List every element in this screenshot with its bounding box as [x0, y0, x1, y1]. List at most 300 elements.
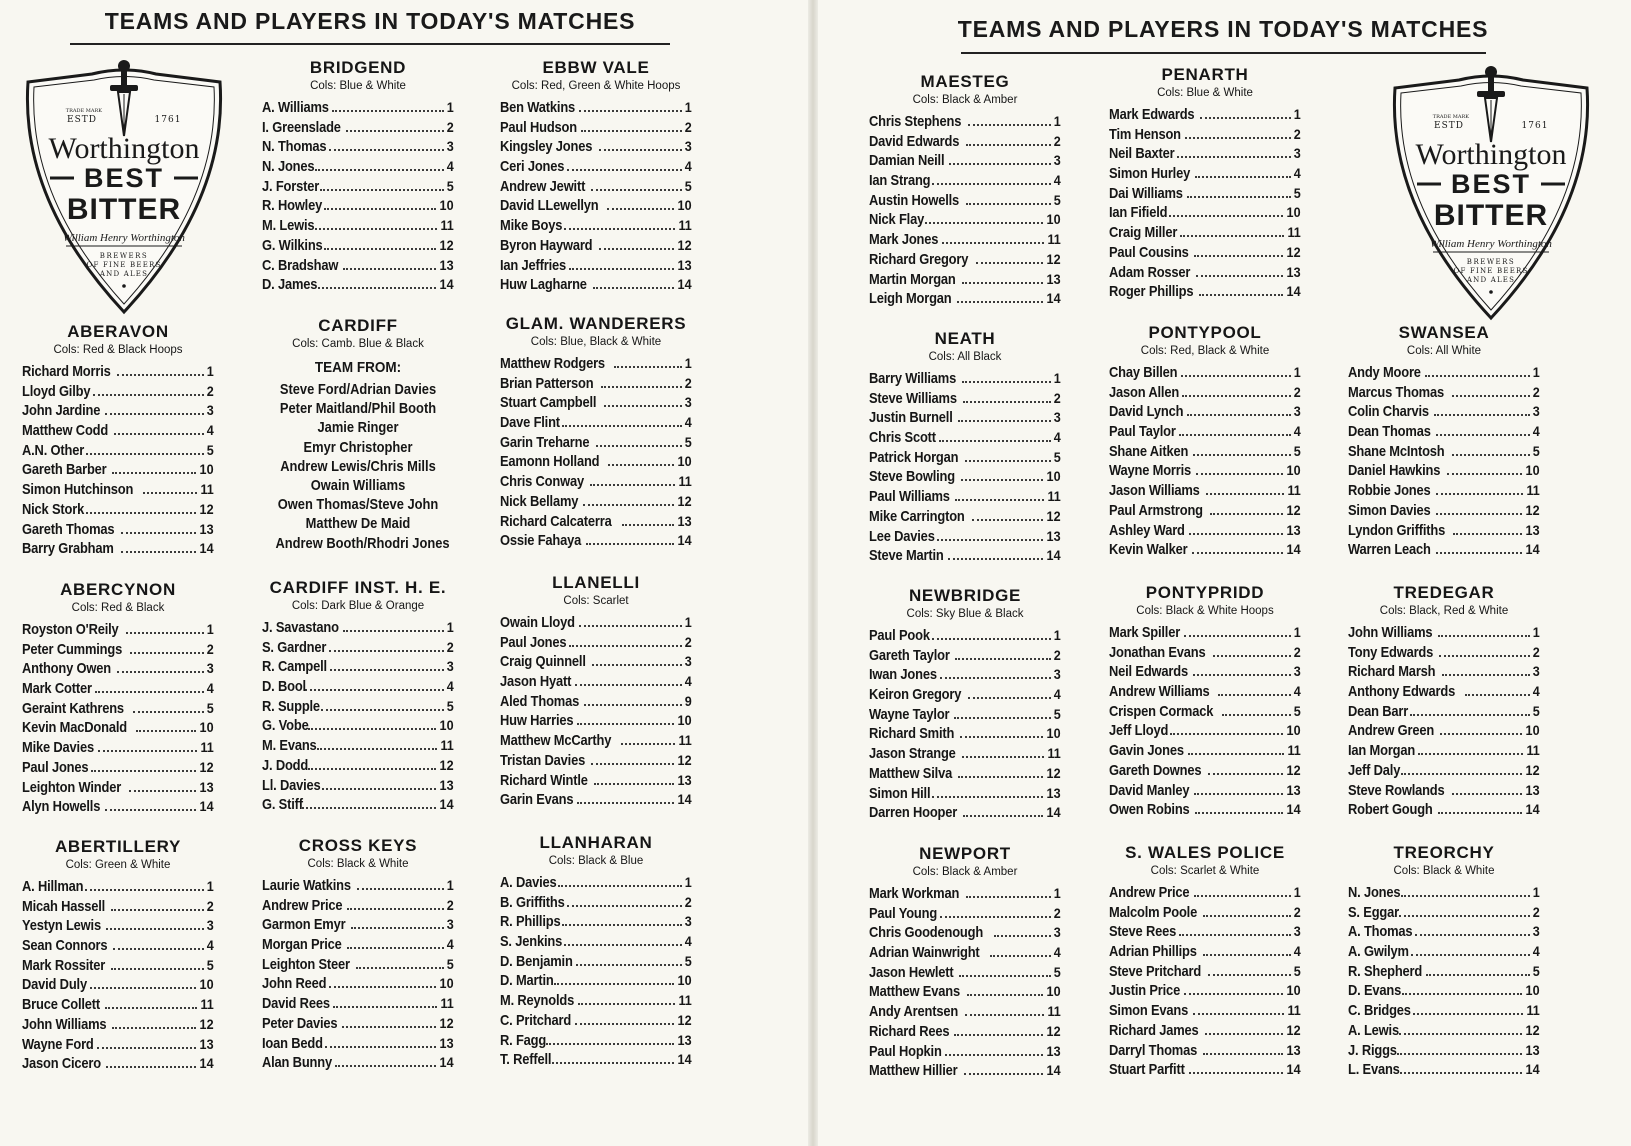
player-row: [22, 679, 214, 699]
leader-dots: [329, 149, 444, 151]
player-name: Jason Hewlett: [869, 963, 954, 981]
player-row: [869, 210, 1061, 230]
player-row: [500, 98, 692, 118]
player-number: 3: [684, 394, 692, 411]
player-number: 1: [206, 363, 214, 379]
leader-dots: [964, 1073, 1044, 1075]
player-name: Steve Williams: [869, 389, 957, 407]
player-name: Jonathan Evans: [1109, 643, 1206, 661]
leader-dots: [117, 671, 204, 673]
player-row: [1348, 662, 1540, 682]
player-name: Gareth Thomas: [22, 520, 115, 538]
team-name: LLANHARAN: [539, 833, 653, 852]
player-name: Chris Conway: [500, 473, 584, 491]
team-cardiff: [262, 315, 454, 553]
team-name: CARDIFF INST. H. E.: [269, 578, 447, 597]
player-name: D. James: [262, 276, 318, 294]
leader-dots: [614, 366, 682, 368]
squad-member: Matthew De Maid: [305, 515, 411, 533]
player-number: 3: [206, 917, 214, 934]
player-name: Austin Howells: [869, 191, 960, 209]
player-number: 2: [1053, 132, 1061, 149]
player-number: 3: [1053, 152, 1061, 169]
signature-text: William Henry Worthington: [1430, 238, 1552, 250]
leader-dots: [577, 723, 674, 725]
player-name: David Edwards: [869, 132, 960, 150]
player-row: [1348, 623, 1540, 643]
player-row: [1348, 761, 1540, 781]
player-number: 10: [677, 972, 692, 989]
leader-dots: [608, 464, 675, 466]
player-name: Kingsley Jones: [500, 138, 593, 156]
leader-dots: [579, 625, 682, 627]
team-pontypool: [1109, 322, 1301, 560]
player-name: Martin Morgan: [869, 270, 956, 288]
player-name: A. Davies: [500, 874, 557, 891]
leader-dots: [962, 756, 1044, 758]
leader-dots: [330, 669, 445, 671]
brewers-text: OF FINE BEERS: [86, 261, 162, 269]
leader-dots: [966, 203, 1051, 205]
player-number: 2: [1293, 125, 1301, 142]
player-number: 13: [677, 512, 692, 529]
leader-dots: [343, 268, 437, 270]
player-row: [22, 699, 214, 719]
player-row: [1348, 402, 1540, 422]
player-number: 10: [1046, 468, 1061, 485]
player-row: [500, 452, 692, 472]
leader-dots: [596, 445, 682, 447]
leader-dots: [1425, 375, 1531, 377]
leader-dots: [1208, 773, 1283, 775]
player-name: A.N. Other: [22, 441, 85, 459]
player-name: Shane McIntosh: [1348, 442, 1445, 460]
team-name: PONTYPRIDD: [1145, 583, 1265, 602]
player-name: Nick Stork: [22, 500, 85, 518]
player-number: 2: [1293, 903, 1301, 920]
player-row: [869, 884, 1061, 904]
team-ebbw-vale: [500, 57, 692, 295]
player-name: Simon Hill: [869, 784, 931, 802]
player-row: [262, 177, 454, 197]
player-row: [869, 151, 1061, 171]
player-number: 1: [684, 355, 692, 371]
player-row: [869, 943, 1061, 963]
player-row: [1109, 761, 1301, 781]
team-aberavon: [22, 321, 214, 559]
squad-member: Emyr Christopher: [303, 438, 413, 456]
player-name: Peter Davies: [262, 1014, 338, 1032]
player-name: Ben Watkins: [500, 99, 576, 116]
player-number: 12: [1525, 1021, 1540, 1038]
player-row: [262, 1034, 454, 1054]
player-row: [1109, 682, 1301, 702]
player-name: R. Phillips: [500, 913, 561, 931]
heading-rule: [961, 52, 1486, 54]
leader-dots: [356, 967, 444, 969]
player-name: Gareth Taylor: [869, 646, 950, 664]
player-number: 10: [1046, 211, 1061, 228]
player-number: 13: [439, 256, 454, 273]
leader-dots: [962, 282, 1044, 284]
leader-dots: [1180, 235, 1284, 237]
brand-name: Worthington: [48, 132, 200, 165]
team-name: GLAM. WANDERERS: [505, 314, 687, 333]
player-name: G. Vobe: [262, 717, 309, 735]
team-colours: Cols: Red & Black Hoops: [53, 344, 183, 356]
team-treorchy: [1348, 842, 1540, 1080]
player-row: [22, 936, 214, 956]
leader-dots: [106, 1066, 197, 1068]
player-row: [869, 171, 1061, 191]
leader-dots: [1195, 176, 1291, 178]
leader-dots: [562, 924, 682, 926]
player-number: 11: [1287, 1002, 1301, 1019]
player-name: Simon Hurley: [1109, 165, 1191, 183]
player-row: [500, 633, 692, 653]
player-row: [1109, 383, 1301, 403]
leader-dots: [121, 551, 197, 553]
leader-dots: [967, 994, 1044, 996]
player-number: 14: [1525, 1061, 1540, 1078]
player-number: 14: [439, 796, 454, 813]
leader-dots: [1413, 1013, 1523, 1015]
leader-dots: [1402, 993, 1523, 995]
leader-dots: [590, 484, 676, 486]
player-name: Simon Davies: [1348, 501, 1431, 519]
player-name: Richard Smith: [869, 725, 955, 743]
player-number: 4: [1532, 943, 1540, 960]
player-number: 4: [1293, 943, 1301, 960]
estd-text: ESTD: [67, 115, 97, 125]
leader-dots: [1452, 395, 1531, 397]
team-llanelli: [500, 572, 692, 810]
player-row: [1109, 402, 1301, 422]
player-number: 4: [684, 673, 692, 690]
player-number: 13: [677, 771, 692, 788]
team-colours: Cols: Black & Amber: [912, 94, 1018, 106]
leader-dots: [554, 983, 674, 985]
player-row: [869, 230, 1061, 250]
leader-dots: [578, 1003, 675, 1005]
player-name: Paul Williams: [869, 488, 950, 506]
leader-dots: [1194, 793, 1283, 795]
leader-dots: [1199, 294, 1283, 296]
leader-dots: [584, 704, 682, 706]
leader-dots: [1397, 1053, 1523, 1055]
player-row: [262, 935, 454, 955]
leader-dots: [976, 262, 1043, 264]
player-number: 2: [446, 638, 454, 655]
player-row: [1348, 922, 1540, 942]
player-number: 4: [446, 678, 454, 695]
team-colours: Cols: Black & Amber: [912, 866, 1018, 878]
player-name: Ian Morgan: [1348, 742, 1416, 760]
player-row: [1109, 203, 1301, 223]
player-number: 2: [1293, 643, 1301, 660]
player-row: [1109, 1060, 1301, 1080]
player-name: Aled Thomas: [500, 692, 580, 710]
leader-dots: [1185, 137, 1292, 139]
leader-dots: [601, 386, 683, 388]
player-name: Adam Rosser: [1109, 263, 1191, 281]
player-number: 2: [1532, 383, 1540, 400]
player-name: Nick Flay: [869, 211, 925, 229]
leader-dots: [965, 1014, 1045, 1016]
player-name: Paul Jones: [22, 758, 89, 776]
player-row: [1109, 263, 1301, 283]
player-name: Mark Cotter: [22, 680, 92, 698]
player-row: [1109, 184, 1301, 204]
player-row: [262, 196, 454, 216]
team-penarth: [1109, 64, 1301, 302]
player-name: Dave Flint: [500, 414, 560, 432]
leader-dots: [1213, 655, 1291, 657]
player-number: 10: [677, 197, 692, 214]
team-colours: Cols: Blue, Black & White: [530, 336, 662, 348]
leader-dots: [942, 242, 1045, 244]
player-name: Marcus Thomas: [1348, 383, 1444, 401]
player-row: [500, 196, 692, 216]
player-number: 12: [439, 756, 454, 773]
player-name: Craig Miller: [1109, 224, 1178, 242]
player-row: [22, 620, 214, 640]
leader-dots: [932, 796, 1043, 798]
leader-dots: [569, 268, 675, 270]
player-row: [1348, 363, 1540, 383]
player-number: 10: [1525, 982, 1540, 999]
leader-dots: [329, 650, 445, 652]
player-row: [262, 756, 454, 776]
player-row: [1109, 363, 1301, 383]
player-number: 10: [199, 976, 214, 993]
player-row: [22, 421, 214, 441]
leader-dots: [594, 783, 674, 785]
player-name: Richard Gregory: [869, 250, 969, 268]
team-bridgend: [262, 57, 454, 295]
player-row: [1109, 903, 1301, 923]
player-row: [500, 672, 692, 692]
team-name: ABERAVON: [67, 322, 169, 341]
player-number: 3: [1053, 666, 1061, 683]
player-row: [1348, 442, 1540, 462]
player-name: Paul Cousins: [1109, 243, 1189, 261]
player-row: [869, 428, 1061, 448]
logo-dot: [122, 284, 126, 288]
player-number: 14: [1046, 804, 1061, 821]
leader-dots: [1452, 793, 1522, 795]
player-row: [1109, 1021, 1301, 1041]
player-name: Roger Phillips: [1109, 283, 1194, 301]
player-name: John Williams: [22, 1015, 107, 1033]
player-number: 2: [446, 896, 454, 913]
player-row: [869, 467, 1061, 487]
player-number: 13: [1046, 270, 1061, 287]
squad-member: Peter Maitland/Phil Booth: [279, 400, 437, 418]
player-row: [869, 705, 1061, 725]
player-number: 3: [206, 402, 214, 419]
player-row: [262, 974, 454, 994]
player-number: 11: [1287, 742, 1301, 759]
player-row: [869, 389, 1061, 409]
player-number: 13: [1286, 781, 1301, 798]
leader-dots: [955, 499, 1044, 501]
player-number: 3: [206, 660, 214, 677]
player-name: Steve Pritchard: [1109, 962, 1202, 980]
player-row: [1109, 1041, 1301, 1061]
player-name: Richard Rees: [869, 1022, 950, 1040]
team-name: TREORCHY: [1393, 843, 1495, 862]
player-number: 4: [1293, 683, 1301, 700]
player-number: 1: [446, 99, 454, 115]
player-name: Justin Price: [1109, 982, 1181, 1000]
player-number: 2: [1532, 903, 1540, 920]
leader-dots: [335, 1065, 436, 1067]
player-name: Garmon Emyr: [262, 916, 346, 934]
player-name: Dai Williams: [1109, 184, 1183, 202]
player-name: Garin Treharne: [500, 433, 590, 451]
player-row: [1109, 721, 1301, 741]
player-number: 2: [1053, 646, 1061, 663]
leader-dots: [1401, 895, 1530, 897]
player-row: [500, 393, 692, 413]
player-number: 4: [1293, 165, 1301, 182]
leader-dots: [591, 189, 682, 191]
team-colours: Cols: Scarlet: [563, 595, 629, 607]
player-number: 14: [1286, 801, 1301, 818]
player-row: [500, 1050, 692, 1070]
player-name: Laurie Watkins: [262, 877, 351, 894]
player-number: 12: [677, 751, 692, 768]
leader-dots: [569, 645, 682, 647]
player-name: Jason Hyatt: [500, 673, 572, 691]
leader-dots: [1426, 974, 1530, 976]
player-number: 2: [1293, 383, 1301, 400]
leader-dots: [577, 802, 674, 804]
player-row: [1348, 942, 1540, 962]
leader-dots: [1195, 812, 1284, 814]
player-name: A. Lewis: [1348, 1021, 1399, 1039]
team-colours: Cols: Red & Black: [71, 602, 165, 614]
player-row: [500, 711, 692, 731]
player-row: [500, 354, 692, 374]
leader-dots: [1182, 395, 1291, 397]
player-name: Tony Edwards: [1348, 643, 1434, 661]
leader-dots: [949, 163, 1052, 165]
player-name: Steve Rees: [1109, 923, 1177, 941]
player-name: C. Bradshaw: [262, 256, 339, 274]
team-colours: Cols: Sky Blue & Black: [906, 608, 1024, 620]
player-name: Ioan Bedd: [262, 1034, 323, 1052]
player-name: Robert Gough: [1348, 801, 1433, 819]
player-name: Richard Marsh: [1348, 663, 1436, 681]
player-name: Keiron Gregory: [869, 686, 962, 704]
player-name: Peter Cummings: [22, 640, 123, 658]
leader-dots: [925, 222, 1043, 224]
player-number: 12: [677, 236, 692, 253]
player-number: 5: [1293, 702, 1301, 719]
player-row: [500, 893, 692, 913]
leader-dots: [305, 689, 444, 691]
player-row: [500, 492, 692, 512]
player-row: [1109, 481, 1301, 501]
leader-dots: [105, 1007, 197, 1009]
player-row: [22, 659, 214, 679]
leader-dots: [1400, 1072, 1522, 1074]
leader-dots: [962, 381, 1051, 383]
player-number: 11: [1047, 1003, 1061, 1020]
player-name: G. Wilkins: [262, 236, 323, 254]
player-number: 5: [684, 177, 692, 194]
team-name: S. WALES POLICE: [1125, 843, 1285, 862]
player-number: 11: [1047, 488, 1061, 505]
player-name: Mark Jones: [869, 231, 939, 249]
player-number: 4: [684, 158, 692, 175]
leader-dots: [321, 709, 444, 711]
team-colours: Cols: Blue & White: [1157, 87, 1253, 99]
leader-dots: [322, 788, 436, 790]
team-llanharan: [500, 832, 692, 1070]
player-number: 11: [440, 995, 454, 1012]
player-name: T. Reffell: [500, 1051, 552, 1069]
squad-member: Owain Williams: [310, 476, 406, 494]
player-number: 12: [1286, 1021, 1301, 1038]
player-row: [262, 256, 454, 276]
player-name: A. Gwilym: [1348, 943, 1409, 961]
player-name: Matthew Rodgers: [500, 355, 605, 372]
player-name: N. Jones: [1348, 884, 1401, 901]
leader-dots: [1438, 635, 1530, 637]
player-number: 1: [1053, 370, 1061, 386]
squad-member: Jamie Ringer: [317, 419, 399, 437]
player-name: David Rees: [262, 995, 330, 1013]
player-name: J. Savastano: [262, 619, 339, 636]
leader-dots: [1436, 552, 1522, 554]
team-neath: [869, 328, 1061, 566]
player-name: Richard Calcaterra: [500, 512, 612, 530]
team-tredegar: [1348, 582, 1540, 820]
player-name: Owain Lloyd: [500, 614, 575, 631]
player-number: 5: [1053, 191, 1061, 208]
player-number: 11: [1287, 482, 1301, 499]
squad-member: Andrew Booth/Rhodri Jones: [275, 534, 450, 552]
leader-dots: [1196, 275, 1284, 277]
player-name: R. Campell: [262, 658, 327, 676]
player-name: Sean Connors: [22, 937, 108, 955]
player-name: Adrian Phillips: [1109, 943, 1197, 961]
leader-dots: [965, 460, 1051, 462]
player-row: [869, 448, 1061, 468]
player-number: 14: [677, 276, 692, 293]
player-number: 10: [1286, 462, 1301, 479]
player-name: Wayne Morris: [1109, 462, 1192, 480]
player-number: 4: [1053, 944, 1061, 961]
leader-dots: [1193, 454, 1291, 456]
leader-dots: [1410, 714, 1530, 716]
leader-dots: [948, 558, 1044, 560]
player-name: Matthew Silva: [869, 764, 953, 782]
player-row: [1348, 903, 1540, 923]
player-number: 3: [1293, 403, 1301, 420]
leader-dots: [114, 433, 204, 435]
player-number: 13: [677, 256, 692, 273]
player-row: [500, 952, 692, 972]
player-number: 3: [1532, 403, 1540, 420]
player-name: Paul Pook: [869, 627, 930, 644]
player-name: Kevin MacDonald: [22, 719, 127, 737]
player-name: Barry Williams: [869, 370, 957, 387]
player-row: [1109, 981, 1301, 1001]
